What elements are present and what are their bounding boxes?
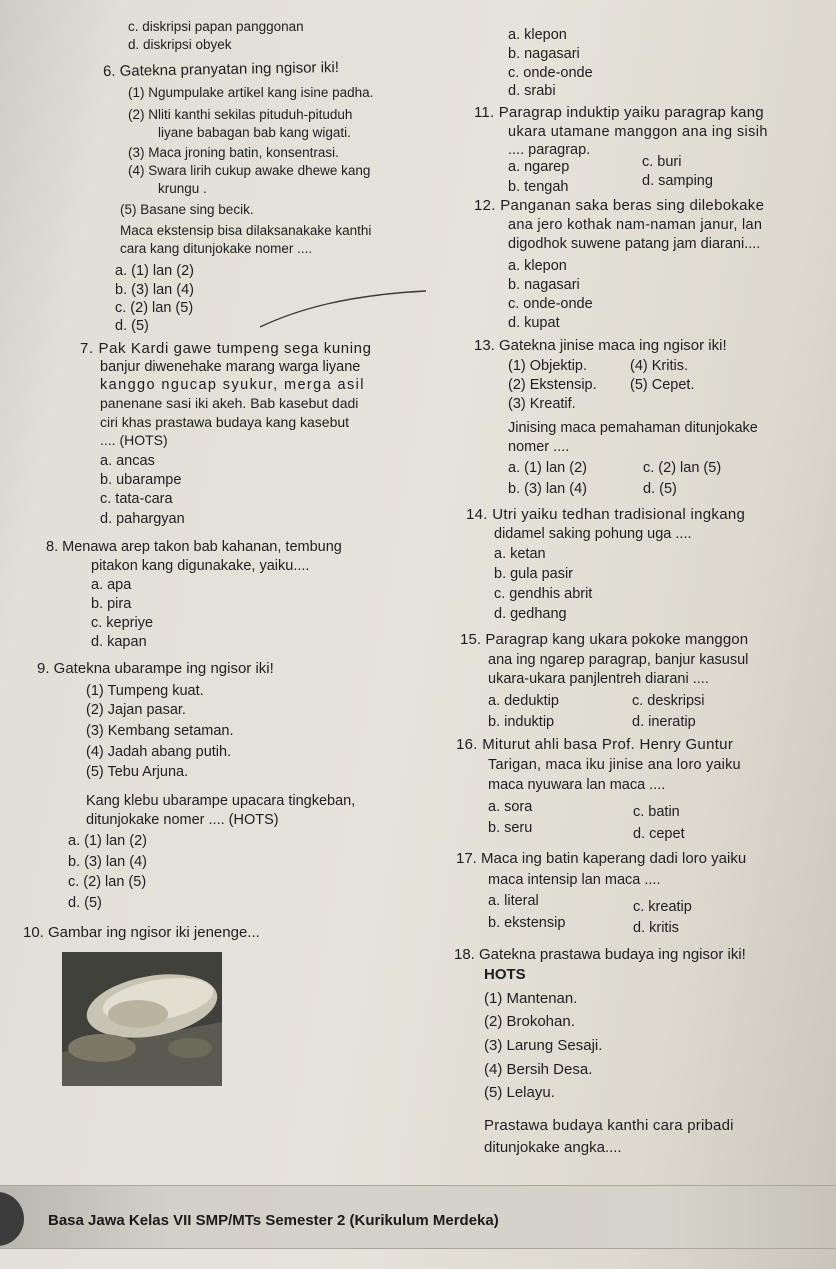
q7-option-b: b. ubarampe (100, 472, 182, 488)
q12-option-c: c. onde-onde (508, 296, 593, 312)
q16-option-d: d. cepet (633, 826, 685, 842)
q5-option-c: c. onde-onde (508, 65, 593, 81)
q7-line: ciri khas prastawa budaya kang kasebut (100, 414, 350, 430)
q12-option-a: a. klepon (508, 258, 567, 274)
q7-line: .... (HOTS) (100, 432, 168, 448)
q6-item-cont: krungu . (158, 181, 207, 196)
q14-option-b: b. gula pasir (494, 566, 573, 582)
q6-item-cont: liyane babagan bab kang wigati. (158, 125, 351, 140)
q8-option-a: a. apa (91, 577, 132, 593)
q13-item: (2) Ekstensip. (508, 377, 597, 393)
q7-line: 7. Pak Kardi gawe tumpeng sega kuning (80, 340, 372, 357)
q18-item: (3) Larung Sesaji. (484, 1037, 603, 1054)
q8-option-b: b. pira (91, 596, 132, 612)
q12-line: 12. Panganan saka beras sing dilebokake (474, 197, 765, 214)
q14-option-a: a. ketan (494, 546, 546, 562)
q7-line: kanggo ngucap syukur, merga asil (100, 377, 365, 393)
q13-option-a: a. (1) lan (2) (508, 460, 587, 476)
q9-option-d: d. (5) (68, 895, 102, 911)
q16-option-b: b. seru (488, 820, 533, 836)
q15-line: ana ing ngarep paragrap, banjur kasusul (488, 652, 749, 668)
q18-stem: 18. Gatekna prastawa budaya ing ngisor iki! (454, 946, 746, 963)
q18-item: (4) Bersih Desa. (484, 1061, 593, 1078)
q6-option-a: a. (1) lan (2) (115, 263, 194, 279)
q9-option-a: a. (1) lan (2) (68, 833, 147, 849)
q9-item: (4) Jadah abang putih. (86, 744, 232, 760)
q6-prompt: cara kang ditunjokake nomer .... (120, 241, 313, 256)
q13-item: (5) Cepet. (630, 377, 695, 393)
q5-option-d: d. diskripsi obyek (128, 37, 232, 52)
q11-line: .... paragrap. (508, 142, 591, 158)
q18-item: (1) Mantenan. (484, 990, 578, 1007)
q6-item: (4) Swara lirih cukup awake dhewe kang (128, 163, 371, 178)
q6-option-c: c. (2) lan (5) (115, 300, 194, 316)
q15-option-b: b. induktip (488, 714, 555, 730)
q7-option-d: d. pahargyan (100, 511, 185, 527)
q16-line: maca nyuwara lan maca .... (488, 777, 666, 793)
q7-line: banjur diwenehake marang warga liyane (100, 359, 361, 375)
q10-stem: 10. Gambar ing ngisor iki jenenge... (23, 924, 260, 941)
q8-line: 8. Menawa arep takon bab kahanan, tembung (46, 539, 342, 555)
q11-line: ukara utamane manggon ana ing sisih (508, 124, 768, 140)
q14-line: 14. Utri yaiku tedhan tradisional ingkang (466, 506, 746, 523)
q7-option-c: c. tata-cara (100, 491, 173, 507)
q18-prompt: ditunjokake angka.... (484, 1139, 622, 1156)
q13-option-c: c. (2) lan (5) (643, 460, 722, 476)
q11-option-b: b. tengah (508, 179, 569, 195)
hots-label: HOTS (484, 966, 526, 983)
q18-item: (2) Brokohan. (484, 1013, 575, 1030)
q16-line: Tarigan, maca iku jinise ana loro yaiku (488, 757, 741, 773)
q11-option-c: c. buri (642, 154, 682, 170)
q17-option-c: c. kreatip (633, 899, 692, 915)
q12-line: digodhok suwene patang jam diarani.... (508, 236, 761, 252)
q14-option-d: d. gedhang (494, 606, 567, 622)
q9-prompt: Kang klebu ubarampe upacara tingkeban, (86, 793, 356, 809)
q6-stem: 6. Gatekna pranyatan ing ngisor iki! (102, 58, 340, 81)
pencil-stroke (258, 289, 428, 329)
q6-item: (5) Basane sing becik. (120, 202, 254, 217)
food-photo-illustration (62, 952, 222, 1086)
q11-option-d: d. samping (642, 173, 713, 189)
q15-option-a: a. deduktip (488, 693, 559, 709)
q16-line: 16. Miturut ahli basa Prof. Henry Guntur (456, 736, 734, 753)
footer-title: Basa Jawa Kelas VII SMP/MTs Semester 2 (Kurikulum Merdeka) (48, 1212, 499, 1229)
q6-option-b: b. (3) lan (4) (115, 282, 194, 298)
q12-line: ana jero kothak nam-naman janur, lan (508, 217, 763, 233)
q12-option-b: b. nagasari (508, 277, 580, 293)
q6-option-d: d. (5) (115, 318, 149, 334)
q17-option-a: a. literal (488, 893, 539, 909)
q9-item: (5) Tebu Arjuna. (86, 764, 189, 780)
q15-option-c: c. deskripsi (632, 693, 705, 709)
q9-item: (3) Kembang setaman. (86, 723, 234, 739)
q18-item: (5) Lelayu. (484, 1084, 555, 1101)
q5-option-d: d. srabi (508, 83, 556, 99)
q13-option-d: d. (5) (643, 481, 677, 497)
q13-stem: 13. Gatekna jinise maca ing ngisor iki! (474, 337, 727, 354)
q14-option-c: c. gendhis abrit (494, 586, 593, 602)
q5-option-a: a. klepon (508, 27, 567, 43)
q9-stem: 9. Gatekna ubarampe ing ngisor iki! (37, 660, 274, 677)
q7-line: panenane sasi iki akeh. Bab kasebut dadi (100, 395, 359, 411)
q5-option-b: b. nagasari (508, 46, 580, 62)
klepon-photo (62, 952, 222, 1086)
q8-line: pitakon kang digunakake, yaiku.... (91, 558, 310, 574)
q13-item: (1) Objektip. (508, 358, 587, 374)
q16-option-c: c. batin (633, 804, 680, 820)
q11-line: 11. Paragrap induktip yaiku paragrap kang (474, 104, 764, 121)
q6-item: (2) Nliti kanthi sekilas pituduh-pituduh (128, 107, 353, 122)
q5-option-c: c. diskripsi papan panggonan (128, 19, 304, 34)
q13-item: (3) Kreatif. (508, 396, 576, 412)
q11-option-a: a. ngarep (508, 159, 570, 175)
q8-option-c: c. kepriye (91, 615, 154, 631)
q9-option-c: c. (2) lan (5) (68, 874, 147, 890)
q13-option-b: b. (3) lan (4) (508, 481, 587, 497)
q8-option-d: d. kapan (91, 634, 147, 650)
q14-line: didamel saking pohung uga .... (494, 526, 692, 542)
q6-item: (1) Ngumpulake artikel kang isine padha. (128, 85, 374, 100)
q13-prompt: nomer .... (508, 439, 570, 455)
q9-item: (1) Tumpeng kuat. (86, 683, 204, 699)
q15-option-d: d. ineratip (632, 714, 696, 730)
q17-line: 17. Maca ing batin kaperang dadi loro yaiku (456, 850, 747, 867)
q6-item: (3) Maca jroning batin, konsentrasi. (128, 145, 339, 160)
q17-option-d: d. kritis (633, 920, 679, 936)
q17-line: maca intensip lan maca .... (488, 872, 661, 888)
q16-option-a: a. sora (488, 799, 533, 815)
q15-line: ukara-ukara panjlentreh diarani .... (488, 671, 709, 687)
q9-item: (2) Jajan pasar. (86, 702, 186, 718)
q13-item: (4) Kritis. (630, 358, 688, 374)
q15-line: 15. Paragrap kang ukara pokoke manggon (460, 631, 749, 648)
q7-option-a: a. ancas (100, 453, 155, 469)
q18-prompt: Prastawa budaya kanthi cara pribadi (484, 1117, 734, 1134)
q6-prompt: Maca ekstensip bisa dilaksanakake kanthi (120, 223, 372, 238)
q9-option-b: b. (3) lan (4) (68, 854, 147, 870)
q9-prompt: ditunjokake nomer .... (HOTS) (86, 812, 279, 828)
q12-option-d: d. kupat (508, 315, 560, 331)
q17-option-b: b. ekstensip (488, 915, 566, 931)
q13-prompt: Jinising maca pemahaman ditunjokake (508, 420, 758, 436)
